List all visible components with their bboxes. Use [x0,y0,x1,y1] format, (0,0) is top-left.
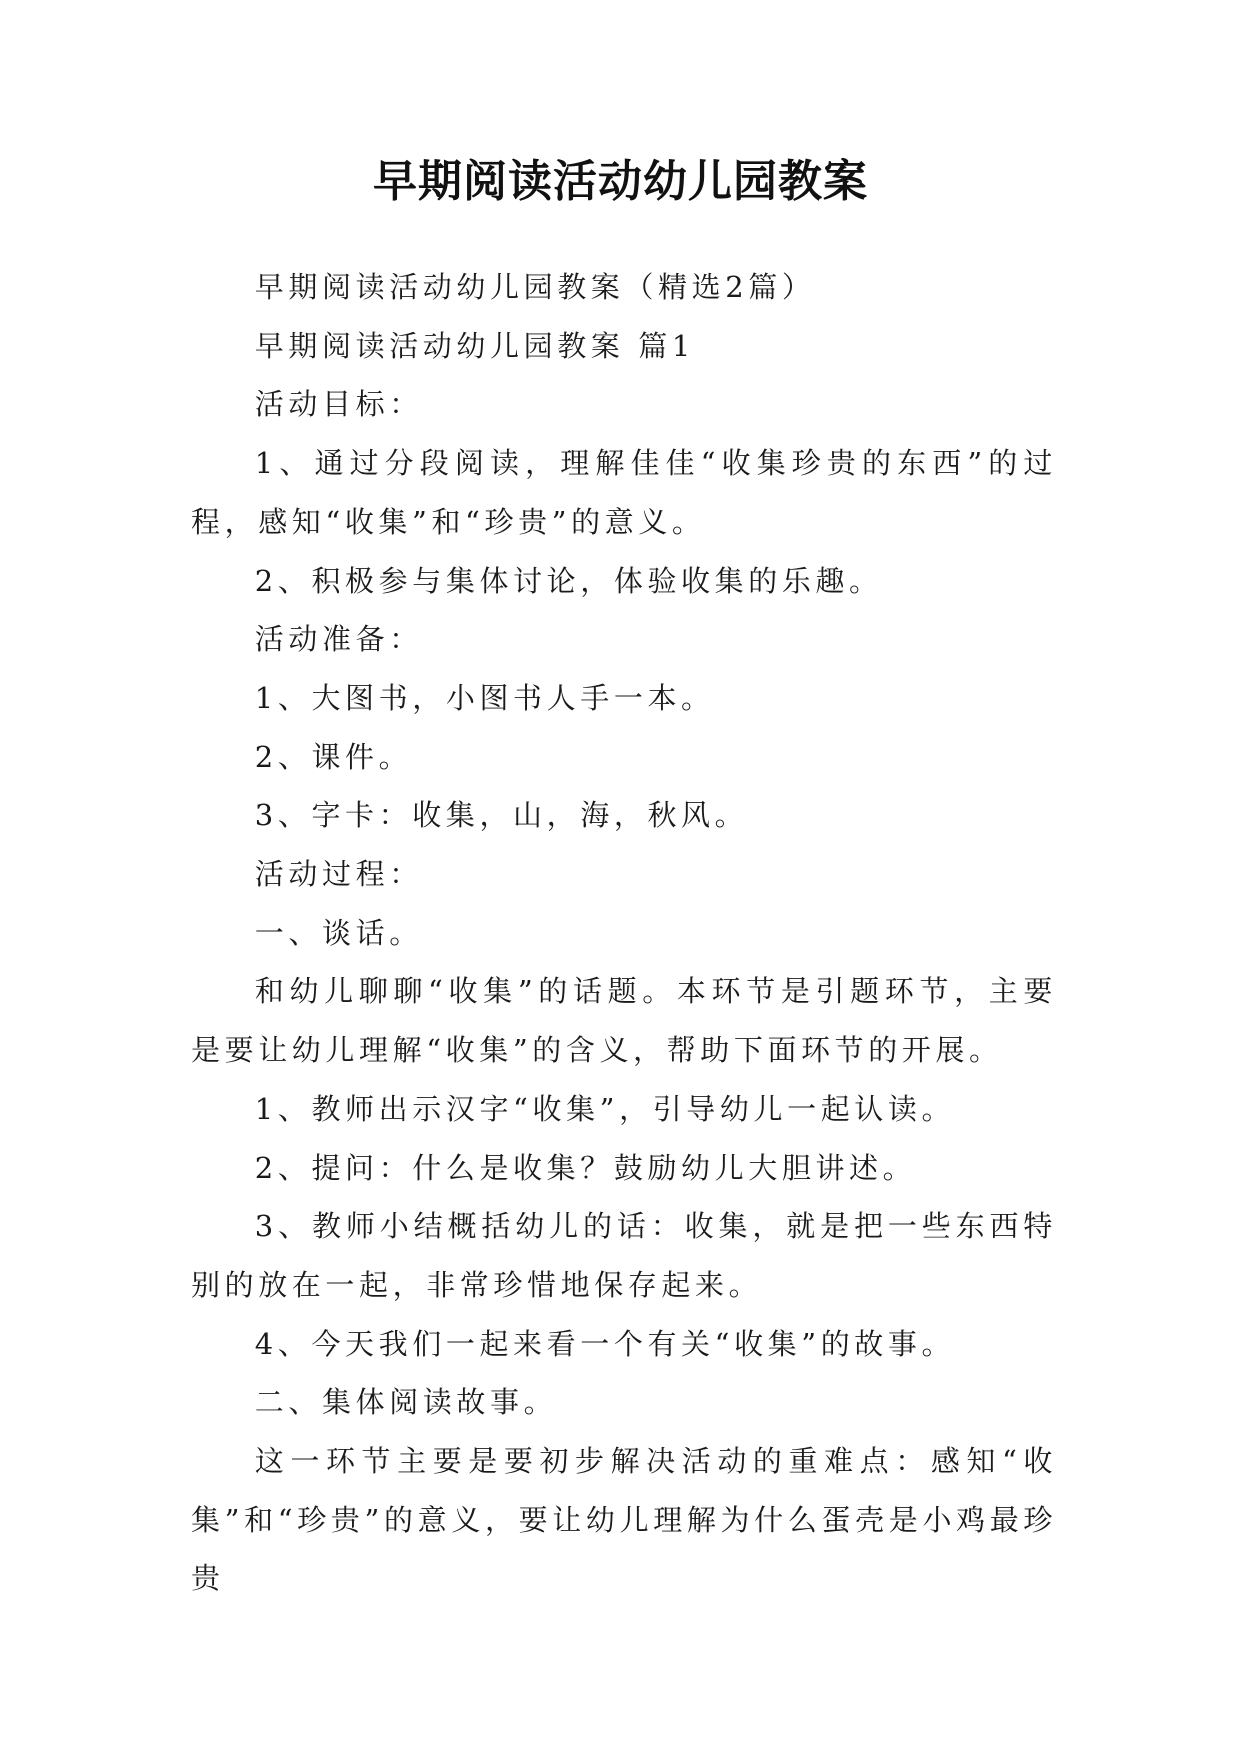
document-body [191,258,1057,1608]
paragraph-goal-2: 2、积极参与集体讨论，体验收集的乐趣。 [254,563,883,598]
paragraph-step-1-item-1: 1、教师出示汉字“收集”，引导幼儿一起认读。 [254,1091,956,1126]
paragraph-step-1-item-4: 4、今天我们一起来看一个有关“收集”的故事。 [254,1326,956,1361]
paragraph-preparation-1: 1、大图书，小图书人手一本。 [254,680,715,715]
paragraph-step-1-heading: 一、谈话。 [254,915,423,950]
paragraph-step-1-intro: 和幼儿聊聊“收集”的话题。本环节是引题环节，主要是要让幼儿理解“收集”的含义，帮助下面环节的开展。 [191,974,1057,1068]
paragraph-preparation-2: 2、课件。 [254,739,413,774]
document-title: 早期阅读活动幼儿园教案 [373,156,868,207]
paragraph-process-heading: 活动过程： [254,857,423,892]
paragraph-preparation-3: 3、字卡：收集，山，海，秋风。 [254,798,749,833]
paragraph-goal-1: 1、通过分段阅读，理解佳佳“收集珍贵的东西”的过程，感知“收集”和“珍贵”的意义。 [191,446,1057,539]
paragraph-step-1-item-3: 3、教师小结概括幼儿的话：收集，就是把一些东西特别的放在一起，非常珍惜地保存起来。 [191,1209,1057,1302]
paragraph-step-2-intro: 这一环节主要是要初步解决活动的重难点：感知“收集”和“珍贵”的意义，要让幼儿理解为什么蛋壳是小鸡最珍贵 [191,1444,1057,1596]
paragraph-preparation-heading: 活动准备： [254,622,423,657]
paragraph-section-heading: 早期阅读活动幼儿园教案 篇1 [254,328,695,363]
paragraph-subtitle: 早期阅读活动幼儿园教案（精选2篇） [254,270,816,304]
paragraph-step-1-item-2: 2、提问：什么是收集？鼓励幼儿大胆讲述。 [254,1150,917,1185]
paragraph-goals-heading: 活动目标： [254,387,423,422]
paragraph-step-2-heading: 二、集体阅读故事。 [254,1385,558,1420]
